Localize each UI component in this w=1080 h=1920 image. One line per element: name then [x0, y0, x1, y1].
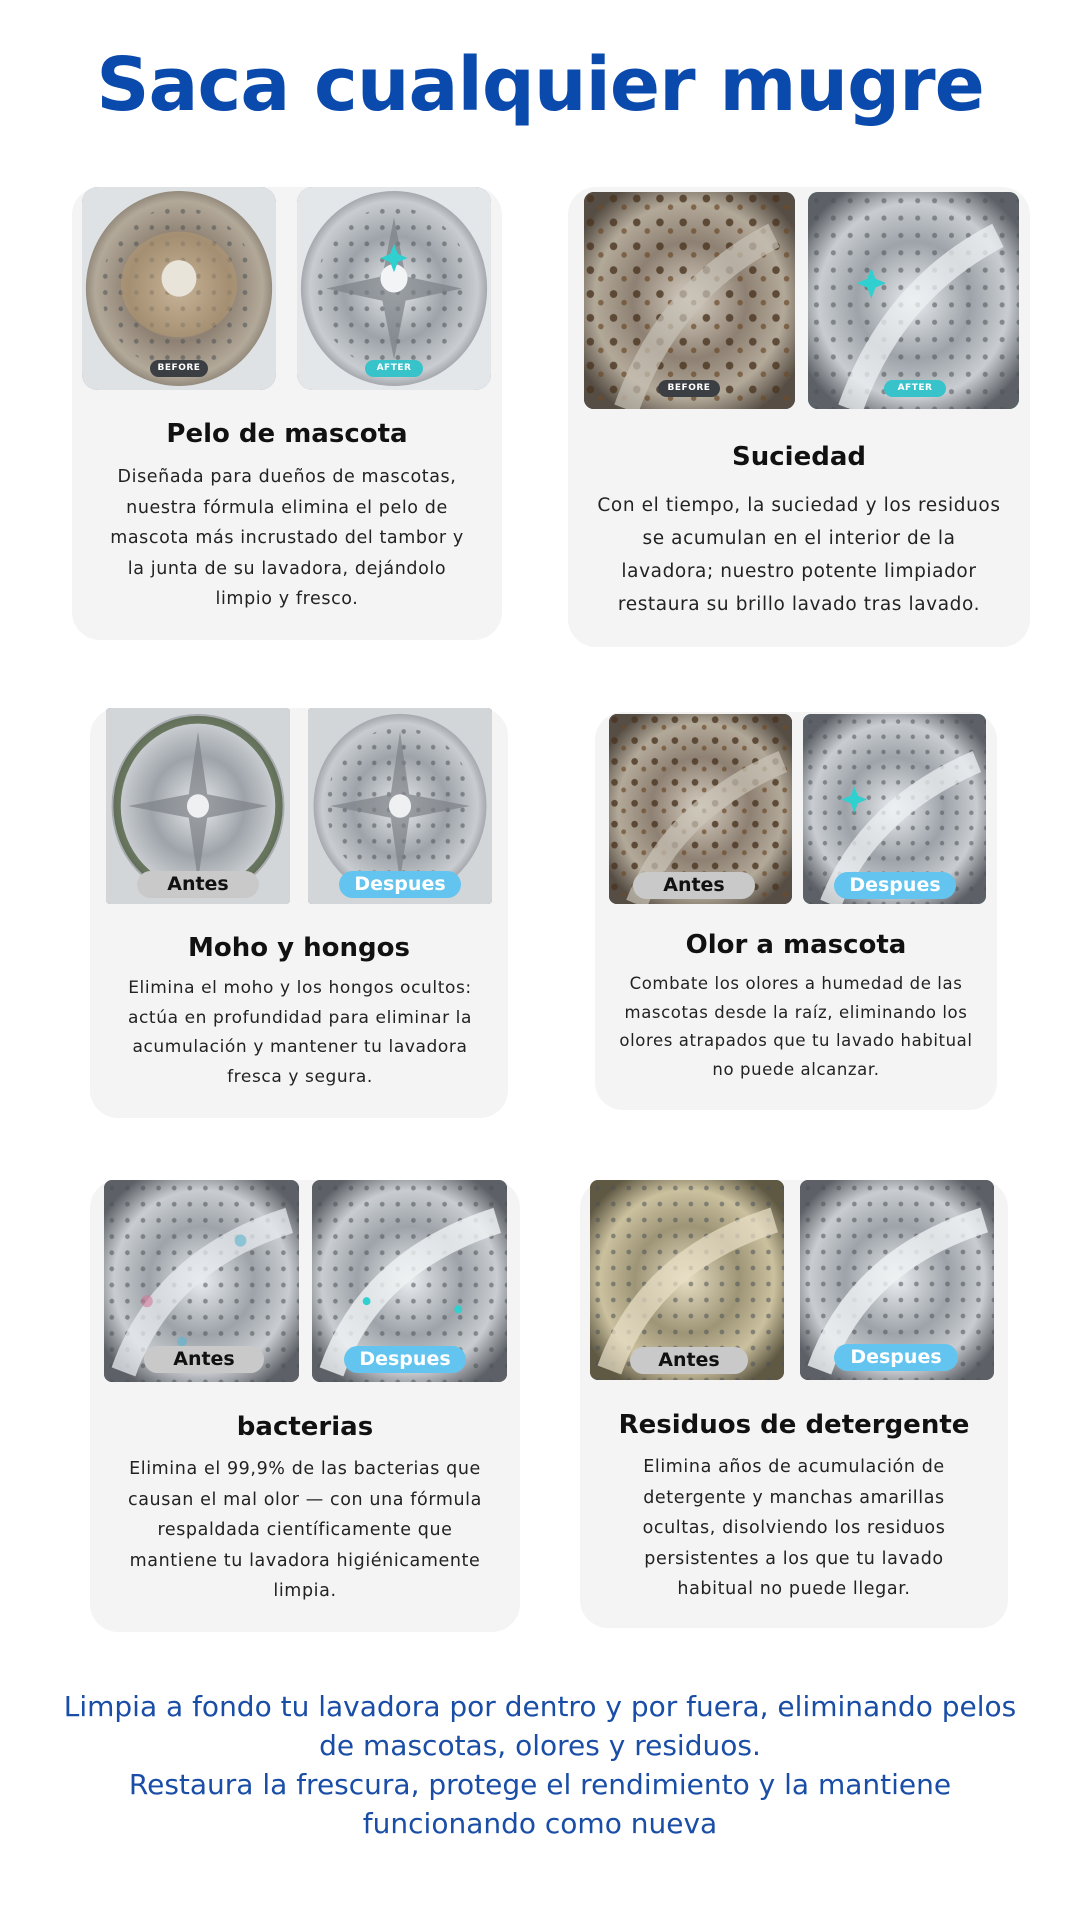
card-title: Olor a mascota	[685, 930, 907, 960]
card-title: Residuos de detergente	[618, 1410, 970, 1440]
feature-card-mold	[90, 708, 508, 1118]
after-photo	[808, 192, 1019, 409]
before-photo	[106, 708, 290, 904]
after-photo	[803, 714, 986, 904]
after-badge: Despues	[834, 1344, 958, 1371]
before-badge: Antes	[633, 872, 755, 899]
card-description: Diseñada para dueños de mascotas, nuestra fórmula elimina el pelo de mascota más incrustado del tambor y la junta de su lavadora, dejándolo limpio y fresco.	[110, 467, 464, 609]
feature-card-dirt	[568, 187, 1030, 647]
before-badge: BEFORE	[150, 360, 208, 377]
footer-line-1: Limpia a fondo tu lavadora por dentro y por fuera, eliminando pelos de mascotas, olores y residuos.	[63, 1690, 1017, 1762]
feature-card-bacteria	[90, 1180, 520, 1632]
before-badge: Antes	[137, 871, 259, 898]
page-title: Saca cualquier mugre	[96, 42, 984, 128]
before-badge: Antes	[144, 1346, 264, 1373]
before-badge: Antes	[630, 1347, 748, 1374]
feature-card-pet-hair	[72, 187, 502, 640]
before-photo	[584, 192, 795, 409]
card-title: Moho y hongos	[188, 933, 410, 963]
washer-drum-clean-image	[808, 192, 1019, 409]
card-description: Combate los olores a humedad de las mascotas desde la raíz, eliminando los olores atrapados que tu lavado habitual no puede alcanzar.	[619, 974, 973, 1079]
card-title: bacterias	[236, 1412, 374, 1442]
after-photo	[800, 1180, 994, 1380]
footer-line-2: Restaura la frescura, protege el rendimiento y la mantiene funcionando como nueva	[128, 1768, 952, 1840]
before-photo	[609, 714, 792, 904]
after-photo	[308, 708, 492, 904]
card-title: Pelo de mascota	[166, 419, 408, 449]
footer-text	[60, 1687, 1020, 1843]
after-badge: Despues	[344, 1346, 466, 1373]
before-photo	[590, 1180, 784, 1380]
before-photo	[82, 187, 276, 390]
feature-card-pet-odor	[595, 712, 997, 1110]
card-description: Elimina el moho y los hongos ocultos: actúa en profundidad para eliminar la acumulación y mantener tu lavadora fresca y segura.	[127, 978, 473, 1087]
before-badge: BEFORE	[658, 380, 720, 397]
after-badge: AFTER	[884, 380, 946, 397]
after-badge: Despues	[834, 872, 956, 899]
after-photo	[297, 187, 491, 390]
card-description: Con el tiempo, la suciedad y los residuos se acumulan en el interior de la lavadora; nuestro potente limpiador restaura su brillo lavado tras lavado.	[597, 495, 1001, 615]
feature-card-detergent-residue	[580, 1180, 1008, 1628]
after-badge: AFTER	[365, 360, 423, 377]
after-photo	[312, 1180, 507, 1382]
card-description: Elimina el 99,9% de las bacterias que causan el mal olor — con una fórmula respaldada científicamente que mantiene tu lavadora higiénicamente limpia.	[128, 1459, 482, 1601]
before-photo	[104, 1180, 299, 1382]
card-description: Elimina años de acumulación de detergente y manchas amarillas ocultas, disolviendo los residuos persistentes a los que tu lavado habitual no puede llegar.	[642, 1457, 946, 1599]
after-badge: Despues	[339, 871, 461, 898]
washer-drum-dirty-image	[584, 192, 795, 409]
card-title: Suciedad	[732, 442, 866, 472]
